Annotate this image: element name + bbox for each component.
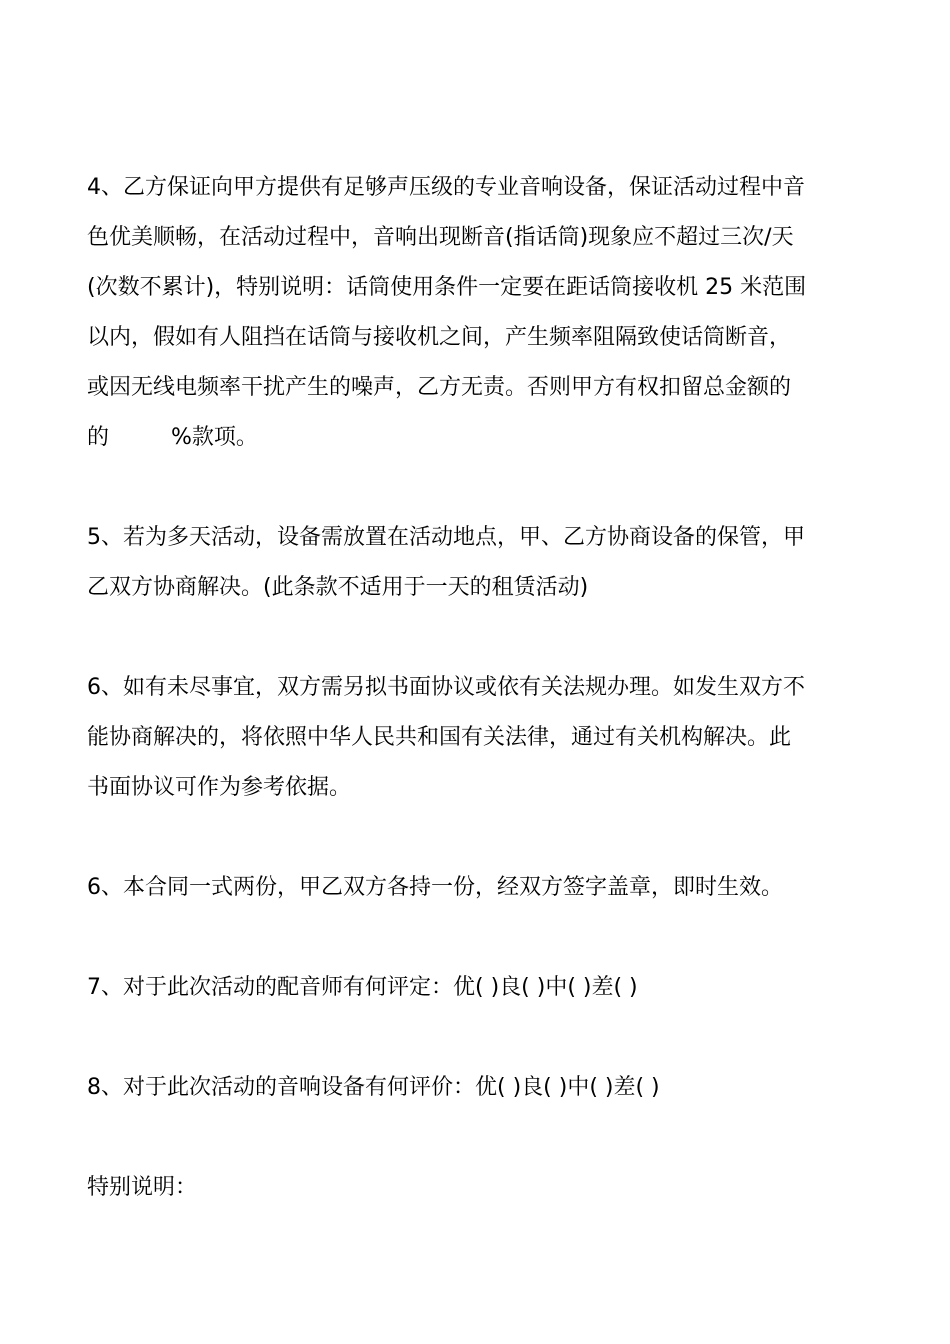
text-line: 8、对于此次活动的音响设备有何评价：优( )良( )中( )差( ): [87, 1075, 660, 1100]
document-body: [87, 163, 863, 1213]
paragraph-gap: [87, 813, 863, 863]
paragraph-gap: [87, 1013, 863, 1063]
clause-4-paragraph: [87, 163, 863, 463]
clause-5-paragraph: [87, 513, 863, 613]
text-line: 能协商解决的，将依照中华人民共和国有关法律，通过有关机构解决。此: [87, 725, 792, 750]
text-line: 7、对于此次活动的配音师有何评定：优( )良( )中( )差( ): [87, 975, 638, 1000]
text-line: 书面协议可作为参考依据。: [87, 775, 352, 800]
paragraph-gap: [87, 913, 863, 963]
text-line: 以内，假如有人阻挡在话筒与接收机之间，产生频率阻隔致使话筒断音，: [87, 325, 792, 350]
special-note-paragraph: [87, 1163, 863, 1213]
text-line: (次数不累计)，特别说明：话筒使用条件一定要在距话筒接收机 25 米范围: [87, 275, 807, 300]
text-line: 4、乙方保证向甲方提供有足够声压级的专业音响设备，保证活动过程中音: [87, 175, 805, 200]
clause-7-paragraph: [87, 963, 863, 1013]
text-line: 6、本合同一式两份，甲乙双方各持一份，经双方签字盖章，即时生效。: [87, 875, 783, 900]
text-line: 或因无线电频率干扰产生的噪声，乙方无责。否则甲方有权扣留总金额的: [87, 375, 792, 400]
clause-6b-paragraph: [87, 863, 863, 913]
paragraph-gap: [87, 463, 863, 513]
blank-suffix: %款项。: [171, 425, 258, 450]
clause-8-paragraph: [87, 1063, 863, 1113]
text-line: 色优美顺畅，在活动过程中，音响出现断音(指话筒)现象应不超过三次/天: [87, 225, 794, 250]
clause-6a-paragraph: [87, 663, 863, 813]
text-line: [87, 413, 863, 463]
text-line: 6、如有未尽事宜，双方需另拟书面协议或依有关法规办理。如发生双方不: [87, 675, 805, 700]
text-line: 乙双方协商解决。(此条款不适用于一天的租赁活动): [87, 575, 589, 600]
paragraph-gap: [87, 613, 863, 663]
blank-prefix: 的: [87, 425, 110, 450]
paragraph-gap: [87, 1113, 863, 1163]
text-line: 5、若为多天活动，设备需放置在活动地点，甲、乙方协商设备的保管，甲: [87, 525, 805, 550]
text-line: 特别说明：: [87, 1175, 198, 1200]
